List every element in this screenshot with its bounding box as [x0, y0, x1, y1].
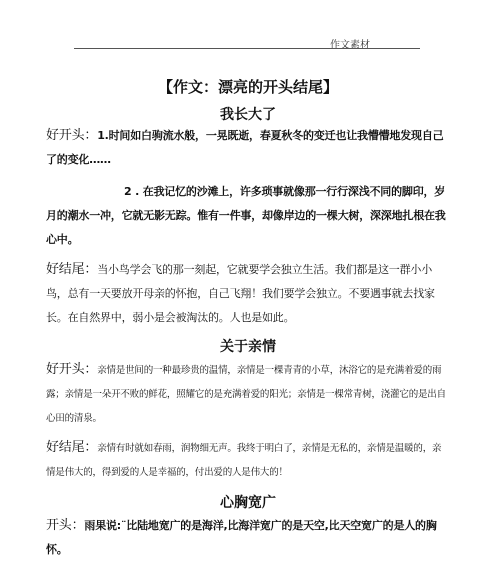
paragraph-good-ending [46, 436, 450, 485]
paragraph-good-ending [46, 258, 450, 330]
paragraph-label: 好结尾： [46, 440, 98, 455]
paragraph-text: 雨果说:¨比陆地宽广的是海洋,比海洋宽广的是天空,比天空宽广的是人的胸怀。 [46, 519, 437, 556]
paragraph-text: 1.时间如白驹流水般，一晃既逝，春夏秋冬的变迁也让我懵懵地发现自己了的变化…… [46, 129, 444, 166]
header-label: 作文素材 [330, 40, 370, 51]
paragraph-opening [46, 514, 450, 562]
paragraph-label: 好结尾： [46, 262, 98, 277]
paragraph-good-opening-2 [46, 180, 450, 252]
section-title-grow-up: 我长大了 [220, 107, 276, 123]
header-rule [74, 48, 420, 49]
paragraph-text: 当小鸟学会飞的那一刻起，它就要学会独立生活。我们都是这一群小小鸟，总有一天要放开母亲的怀抱，自己飞翔！我们要学会独立。不要遇事就去找家长。在自然界中，弱小是会被淘汰的。人也是如此。 [46, 263, 435, 324]
paragraph-label: 好开头： [46, 128, 98, 143]
paragraph-text: 亲情是世间的一种最珍贵的温情，亲情是一棵青青的小草，沐浴它的是充满着爱的雨露；亲情是一朵开不败的鲜花，照耀它的是充满着爱的阳光；亲情是一棵常青树，浇灌它的是出自心田的清泉。 [46, 365, 446, 424]
paragraph-label: 开头： [46, 518, 85, 533]
paragraph-good-opening-1 [46, 124, 450, 172]
document-title: 【作文：漂亮的开头结尾】 [157, 78, 338, 96]
section-title-family-love: 关于亲情 [220, 339, 276, 355]
section-title-broad-mind: 心胸宽广 [220, 495, 276, 511]
paragraph-text: 亲情有时就如春雨，润物细无声。我终于明白了，亲情是无私的，亲情是温暖的，亲情是伟大的，得到爱的人是幸福的，付出爱的人是伟大的！ [46, 443, 442, 478]
paragraph-text: 2 . 在我记忆的沙滩上，许多琐事就像那一行行深浅不同的脚印，岁月的潮水一冲，它就无影无踪。惟有一件事，却像岸边的一棵大树，深深地扎根在我心中。 [46, 185, 446, 246]
paragraph-good-opening [46, 358, 450, 431]
paragraph-label: 好开头： [46, 362, 98, 377]
